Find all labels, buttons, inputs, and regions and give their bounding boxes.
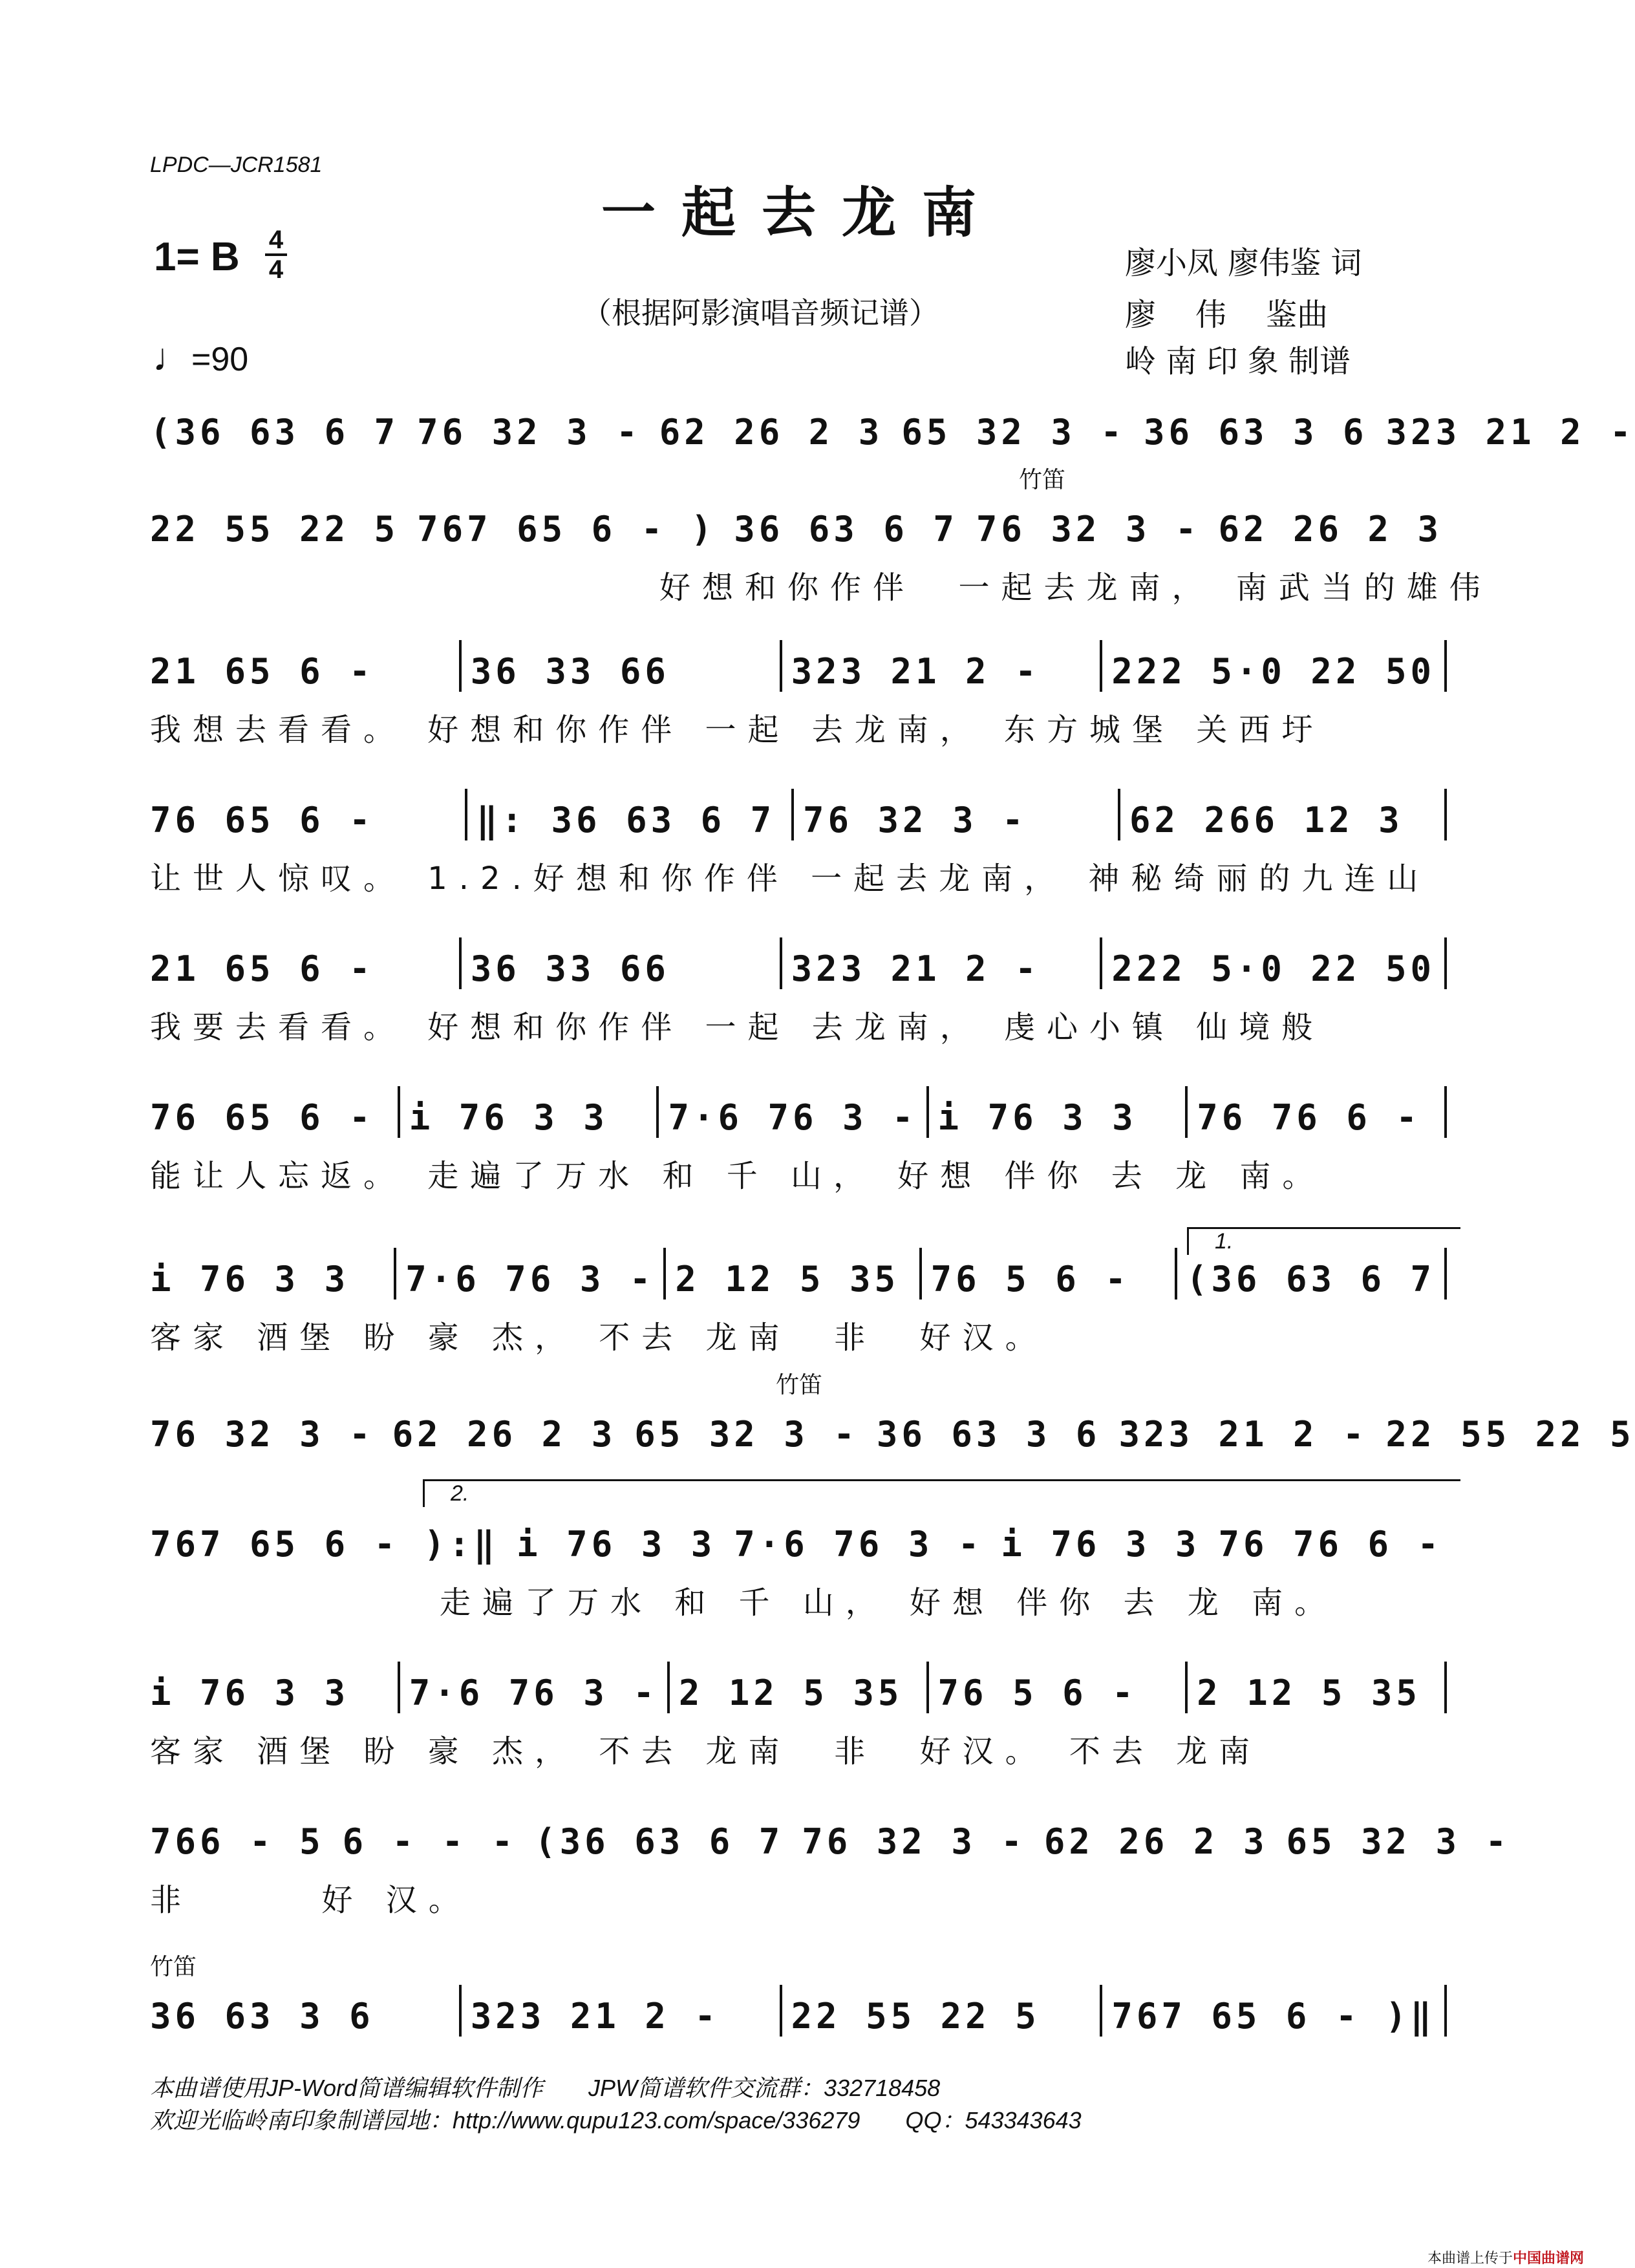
lyric-line: 让世人惊叹。 1.2.好想和你作伴 一起去龙南， 神秘绮丽的九连山 bbox=[150, 861, 1430, 897]
measure: 76 65 6 - bbox=[150, 1097, 374, 1138]
footer-line-1: 本曲谱使用JP-Word简谱编辑软件制作 JPW简谱软件交流群：332718458 bbox=[150, 2075, 941, 2101]
score-code: LPDC—JCR1581 bbox=[150, 153, 323, 177]
barline bbox=[780, 640, 782, 692]
measure: 2 12 5 35 bbox=[1197, 1673, 1421, 1713]
barline bbox=[459, 640, 462, 692]
measure: 62 26 2 3 bbox=[1218, 509, 1443, 550]
measure: 323 21 2 - bbox=[791, 651, 1040, 692]
barline bbox=[1444, 1086, 1447, 1138]
measure: i 76 3 3 bbox=[150, 1259, 350, 1300]
measure: i 76 3 3 bbox=[150, 1673, 350, 1713]
tempo-value: =90 bbox=[191, 341, 249, 378]
instrument-label: 竹笛 bbox=[150, 1954, 197, 1980]
barline bbox=[1444, 937, 1447, 989]
lyric-line: 客家 酒堡 盼 豪 杰， 不去 龙南 非 好汉。 bbox=[150, 1320, 1048, 1356]
barline bbox=[656, 1086, 659, 1138]
measure: 2 12 5 35 bbox=[675, 1259, 899, 1300]
measure: 76 32 3 - bbox=[417, 412, 641, 453]
measure: 7·6 76 3 - bbox=[409, 1673, 658, 1713]
key-signature: 1= B bbox=[154, 235, 240, 279]
notation-system bbox=[150, 640, 1456, 692]
measure: 36 63 6 7 bbox=[734, 509, 958, 550]
barline bbox=[1118, 789, 1120, 840]
measure: 76 76 6 - bbox=[1197, 1097, 1421, 1138]
instrument-label: 竹笛 bbox=[1019, 467, 1066, 493]
measure: 76 76 6 - bbox=[1218, 1524, 1443, 1565]
lyric-line: 我要去看看。 好想和你作伴 一起 去龙南， 虔心小镇 仙境般 bbox=[150, 1009, 1325, 1045]
time-signature-bottom: 4 bbox=[268, 255, 284, 284]
barline bbox=[1175, 1248, 1177, 1300]
measure: 62 26 2 3 bbox=[1043, 1821, 1268, 1862]
measure: 76 32 3 - bbox=[802, 1821, 1026, 1862]
notation-system bbox=[150, 401, 1635, 453]
barline bbox=[1444, 789, 1447, 840]
barline bbox=[919, 1248, 922, 1300]
measure: 62 26 2 3 bbox=[392, 1414, 617, 1455]
upload-watermark bbox=[1427, 2247, 1584, 2267]
barline bbox=[667, 1662, 670, 1713]
instrument-label: 竹笛 bbox=[776, 1372, 823, 1398]
measure: i 76 3 3 bbox=[517, 1524, 716, 1565]
barline bbox=[1444, 1985, 1447, 2037]
measure: 21 65 6 - bbox=[150, 651, 374, 692]
measure: 62 266 12 3 bbox=[1129, 800, 1404, 840]
measure: 766 - 5 bbox=[150, 1821, 325, 1862]
notation-system bbox=[150, 1513, 1456, 1565]
measure: 2 12 5 35 bbox=[678, 1673, 903, 1713]
composer-credit: 廖 伟 鉴曲 bbox=[1125, 297, 1329, 333]
measure: ‖: 36 63 6 7 bbox=[476, 800, 776, 840]
barline bbox=[459, 1985, 462, 2037]
barline bbox=[1100, 640, 1102, 692]
barline bbox=[1185, 1662, 1188, 1713]
lyric-line: 客家 酒堡 盼 豪 杰， 不去 龙南 非 好汉。 不去 龙南 bbox=[150, 1733, 1262, 1770]
lyric-line: 我想去看看。 好想和你作伴 一起 去龙南， 东方城堡 关西圩 bbox=[150, 712, 1325, 748]
barline bbox=[780, 937, 782, 989]
measure: i 76 3 3 bbox=[937, 1097, 1137, 1138]
measure: 767 65 6 - )‖ bbox=[1111, 1996, 1435, 2037]
measure: 62 26 2 3 bbox=[659, 412, 884, 453]
barline bbox=[1100, 1985, 1102, 2037]
notation-system bbox=[150, 1985, 1456, 2037]
measure: 36 63 3 6 bbox=[1143, 412, 1368, 453]
measure: (36 63 6 7 bbox=[150, 412, 400, 453]
measure: 36 63 3 6 bbox=[876, 1414, 1101, 1455]
footer-line-2: 欢迎光临岭南印象制谱园地：http://www.qupu123.com/space/336279 QQ：543343643 bbox=[150, 2107, 1082, 2134]
barline bbox=[1444, 1662, 1447, 1713]
notation-system bbox=[150, 1248, 1456, 1300]
measure: 36 33 66 bbox=[470, 948, 670, 989]
barline bbox=[926, 1086, 929, 1138]
measure: 76 32 3 - bbox=[803, 800, 1027, 840]
quarter-note-icon: ♩ bbox=[153, 336, 191, 379]
measure: 222 5·0 22 50 bbox=[1111, 948, 1435, 989]
measure: 76 5 6 - bbox=[930, 1259, 1130, 1300]
barline bbox=[663, 1248, 666, 1300]
volta-first bbox=[1187, 1227, 1460, 1255]
lyric-line: 非 好 汉。 bbox=[150, 1882, 471, 1918]
measure: 76 32 3 - bbox=[976, 509, 1201, 550]
measure: 323 21 2 - bbox=[1118, 1414, 1368, 1455]
barline bbox=[1444, 1248, 1447, 1300]
volta-second bbox=[423, 1479, 1460, 1507]
measure: 767 65 6 - ):‖ bbox=[150, 1524, 499, 1565]
measure: 76 32 3 - bbox=[150, 1414, 374, 1455]
measure: (36 63 6 7 bbox=[535, 1821, 784, 1862]
measure: 7·6 76 3 - bbox=[405, 1259, 655, 1300]
measure: 767 65 6 - ) bbox=[417, 509, 716, 550]
barline bbox=[398, 1662, 400, 1713]
notation-system bbox=[150, 1810, 1511, 1862]
measure: 7·6 76 3 - bbox=[668, 1097, 917, 1138]
measure: 22 55 22 5 bbox=[791, 1996, 1040, 2037]
barline bbox=[1444, 640, 1447, 692]
measure: 323 21 2 - bbox=[1385, 412, 1635, 453]
barline bbox=[398, 1086, 400, 1138]
tempo-marking bbox=[153, 335, 248, 380]
measure: 65 32 3 - bbox=[634, 1414, 859, 1455]
measure: 76 65 6 - bbox=[150, 800, 374, 840]
notation-system bbox=[150, 498, 1456, 550]
time-signature bbox=[265, 228, 287, 282]
lyricist-credit: 廖小凤 廖伟鉴 词 bbox=[1125, 245, 1362, 281]
notation-system bbox=[150, 1403, 1635, 1455]
score-title: 一起去龙南 bbox=[601, 180, 1002, 244]
measure: 323 21 2 - bbox=[470, 1996, 720, 2037]
notation-system bbox=[150, 1086, 1456, 1138]
time-signature-top: 4 bbox=[268, 226, 284, 254]
measure: 222 5·0 22 50 bbox=[1111, 651, 1435, 692]
measure: 22 55 22 5 bbox=[1385, 1414, 1635, 1455]
volta-second-label: 2. bbox=[451, 1481, 469, 1506]
barline bbox=[459, 937, 462, 989]
measure: 22 55 22 5 bbox=[150, 509, 400, 550]
arranger-credit: 岭 南 印 象 制谱 bbox=[1125, 343, 1351, 380]
barline bbox=[394, 1248, 396, 1300]
measure: 36 63 3 6 bbox=[150, 1996, 374, 2037]
notation-system bbox=[150, 1662, 1456, 1713]
barline bbox=[1185, 1086, 1188, 1138]
measure: 65 32 3 - bbox=[1286, 1821, 1511, 1862]
measure: i 76 3 3 bbox=[409, 1097, 608, 1138]
lyric-line: 走遍了万水 和 千 山， 好想 伴你 去 龙 南。 bbox=[440, 1585, 1338, 1621]
measure: (36 63 6 7 bbox=[1186, 1259, 1436, 1300]
barline bbox=[780, 1985, 782, 2037]
barline bbox=[926, 1662, 929, 1713]
barline bbox=[1100, 937, 1102, 989]
measure: i 76 3 3 bbox=[1001, 1524, 1201, 1565]
notation-system bbox=[150, 789, 1456, 840]
site-logo: 中国曲谱网 bbox=[1512, 2251, 1584, 2267]
measure: 323 21 2 - bbox=[791, 948, 1040, 989]
volta-first-label: 1. bbox=[1215, 1229, 1234, 1254]
measure: 21 65 6 - bbox=[150, 948, 374, 989]
measure: 76 5 6 - bbox=[937, 1673, 1137, 1713]
barline bbox=[791, 789, 794, 840]
score-subtitle: （根据阿影演唱音频记谱） bbox=[582, 295, 939, 330]
measure: 65 32 3 - bbox=[901, 412, 1126, 453]
notation-system bbox=[150, 937, 1456, 989]
measure: 6 - - - bbox=[342, 1821, 517, 1862]
lyric-line: 能让人忘返。 走遍了万水 和 千 山， 好想 伴你 去 龙 南。 bbox=[150, 1158, 1325, 1194]
lyric-line: 好想和你作伴 一起去龙南， 南武当的雄伟 bbox=[659, 570, 1492, 606]
measure: 7·6 76 3 - bbox=[734, 1524, 983, 1565]
upload-watermark-prefix: 本曲谱上传于 bbox=[1427, 2251, 1513, 2267]
barline bbox=[465, 789, 467, 840]
measure: 36 33 66 bbox=[470, 651, 670, 692]
